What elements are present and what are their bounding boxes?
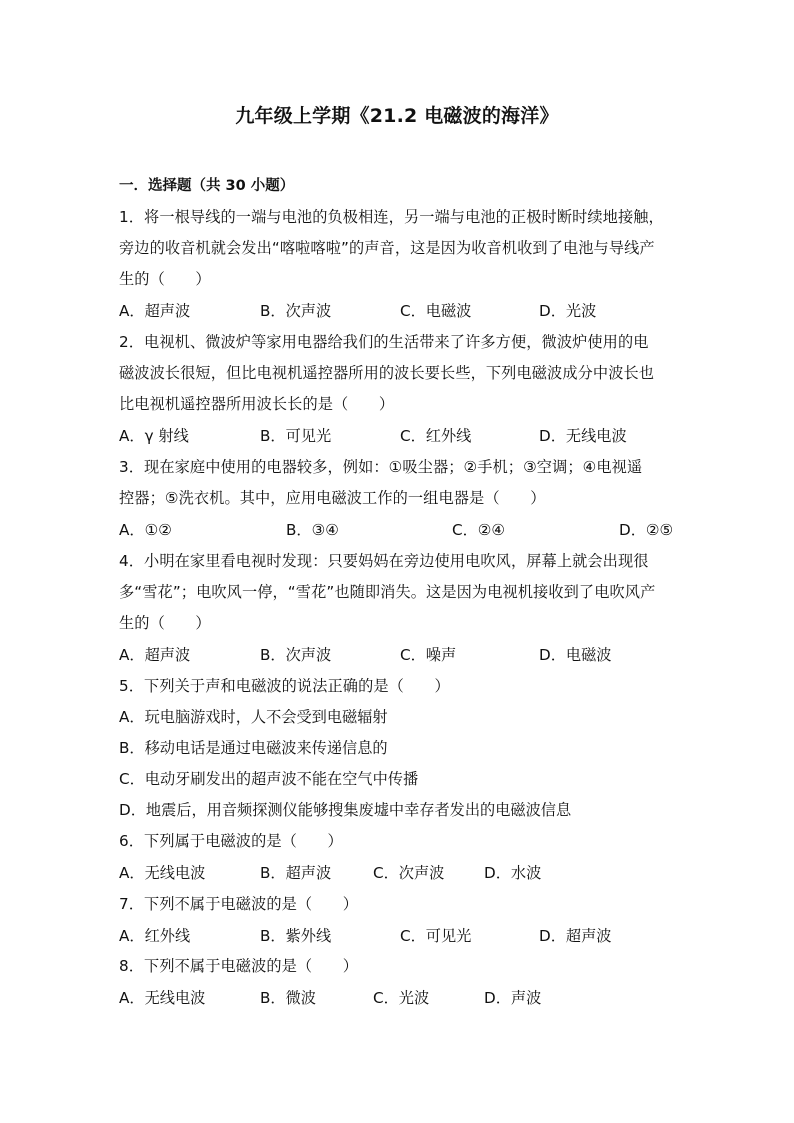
question-8-option-b: B．微波: [260, 989, 316, 1007]
question-2-line-3: 比电视机遥控器所用波长长的是（ ）: [119, 395, 395, 413]
question-1-option-b: B．次声波: [260, 302, 332, 320]
question-4-line-1: 4．小明在家里看电视时发现：只要妈妈在旁边使用电吹风，屏幕上就会出现很: [119, 552, 649, 570]
question-2-option-d: D．无线电波: [539, 427, 627, 445]
question-4-option-a: A．超声波: [119, 646, 191, 664]
question-8-line-1: 8．下列不属于电磁波的是（ ）: [119, 957, 359, 975]
question-8-option-a: A．无线电波: [119, 989, 206, 1007]
question-1-line-2: 旁边的收音机就会发出“喀啦喀啦”的声音，这是因为收音机收到了电池与导线产: [119, 239, 655, 257]
question-5-option-d: D．地震后，用音频探测仪能够搜集废墟中幸存者发出的电磁波信息: [119, 801, 572, 819]
question-5-option-a: A．玩电脑游戏时，人不会受到电磁辐射: [119, 708, 388, 726]
question-5-option-b: B．移动电话是通过电磁波来传递信息的: [119, 739, 388, 757]
question-1-option-d: D．光波: [539, 302, 597, 320]
question-4-line-2: 多“雪花”；电吹风一停，“雪花”也随即消失。这是因为电视机接收到了电吹风产: [119, 583, 656, 601]
question-6-option-b: B．超声波: [260, 864, 332, 882]
question-2-line-1: 2．电视机、微波炉等家用电器给我们的生活带来了许多方便，微波炉使用的电: [119, 333, 649, 351]
question-5-option-c: C．电动牙刷发出的超声波不能在空气中传播: [119, 770, 419, 788]
question-4-line-3: 生的（ ）: [119, 614, 211, 632]
question-6-option-a: A．无线电波: [119, 864, 206, 882]
question-8-option-d: D．声波: [484, 989, 542, 1007]
question-3-line-2: 控器；⑤洗衣机。其中，应用电磁波工作的一组电器是（ ）: [119, 489, 546, 507]
question-2-option-b: B．可见光: [260, 427, 332, 445]
section-heading: 一．选择题（共 30 小题）: [119, 178, 295, 194]
question-7-option-b: B．紫外线: [260, 927, 332, 945]
question-7-option-d: D．超声波: [539, 927, 612, 945]
question-1-line-1: 1．将一根导线的一端与电池的负极相连，另一端与电池的正极时断时续地接触，: [119, 208, 664, 226]
question-5-line-1: 5．下列关于声和电磁波的说法正确的是（ ）: [119, 677, 450, 695]
question-1-line-3: 生的（ ）: [119, 270, 211, 288]
question-2-option-c: C．红外线: [400, 427, 472, 445]
question-7-option-a: A．红外线: [119, 927, 191, 945]
question-6-option-d: D．水波: [484, 864, 542, 882]
question-3-line-1: 3．现在家庭中使用的电器较多，例如：①吸尘器；②手机；③空调；④电视遥: [119, 458, 643, 476]
question-6-line-1: 6．下列属于电磁波的是（ ）: [119, 832, 343, 850]
question-3-option-a: A．①②: [119, 521, 172, 539]
question-4-option-b: B．次声波: [260, 646, 332, 664]
question-6-option-c: C．次声波: [373, 864, 445, 882]
question-7-option-c: C．可见光: [400, 927, 472, 945]
question-3-option-b: B．③④: [286, 521, 339, 539]
question-1-option-a: A．超声波: [119, 302, 191, 320]
question-2-line-2: 磁波波长很短，但比电视机遥控器所用的波长要长些，下列电磁波成分中波长也: [119, 364, 655, 382]
question-3-option-c: C．②④: [452, 521, 506, 539]
question-7-line-1: 7．下列不属于电磁波的是（ ）: [119, 895, 359, 913]
question-4-option-c: C．噪声: [400, 646, 457, 664]
question-2-option-a: A．γ 射线: [119, 427, 189, 445]
question-1-option-c: C．电磁波: [400, 302, 472, 320]
question-3-option-d: D．②⑤: [619, 521, 674, 539]
question-8-option-c: C．光波: [373, 989, 430, 1007]
question-4-option-d: D．电磁波: [539, 646, 612, 664]
page-title: 九年级上学期《21.2 电磁波的海洋》: [235, 105, 559, 127]
